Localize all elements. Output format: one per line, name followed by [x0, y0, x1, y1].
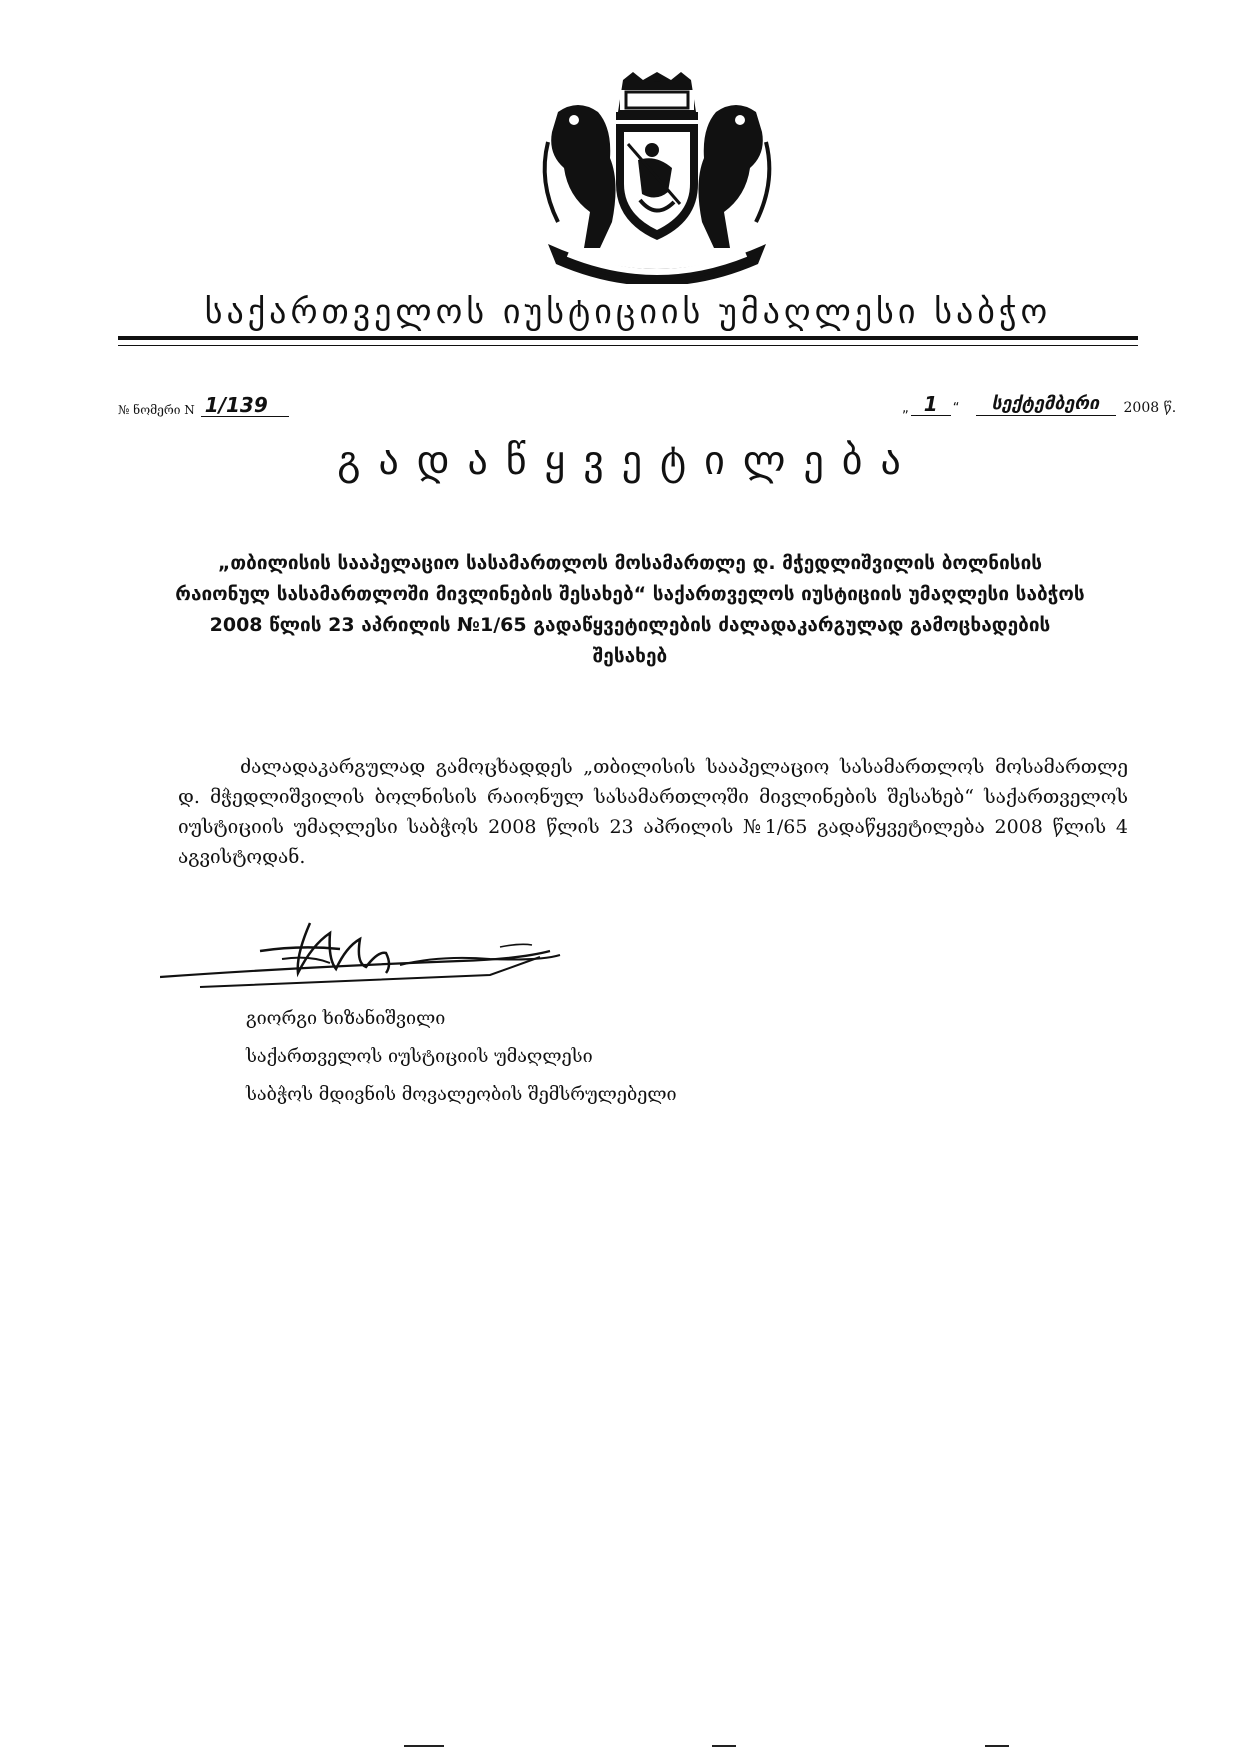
document-number [118, 394, 289, 417]
document-subject: „თბილისის სააპელაციო სასამართლოს მოსამართლე დ. მჭედლიშვილის ბოლნისის რაიონულ სასამართლოში მივლინების შესახებ“ საქართველოს იუსტიციის უმაღლესი საბჭოს 2008 წლის 23 აპრილის №1/65 გადაწყვეტილების ძალადაკარგულად გამოცხადების შესახებ [175, 552, 1085, 667]
document-date [900, 393, 1176, 416]
quote-close: “ [952, 401, 960, 416]
signer-position-line2: საბჭოს მდივნის მოვალეობის შემსრულებელი [246, 1084, 677, 1105]
scan-speck [712, 1745, 736, 1747]
document-body: ძალადაკარგულად გამოცხადდეს „თბილისის სააპელაციო სასამართლოს მოსამართლე დ. მჭედლიშვილის ბოლნისის რაიონულ სასამართლოში მივლინების შესახებ“ საქართველოს იუსტიციის უმაღლესი საბჭოს 2008 წლის 23 აპრილის №1/65 გადაწყვეტილება 2008 წლის 4 აგვისტოდან. [178, 756, 1128, 868]
header-divider-thick [118, 336, 1138, 340]
scan-speck [985, 1745, 1009, 1747]
date-month: სექტემბერი [976, 393, 1116, 416]
scan-speck [404, 1745, 444, 1747]
document-number-value: 1/139 [201, 394, 289, 417]
date-day: 1 [911, 393, 951, 416]
document-number-label: № ნომერი N [118, 403, 195, 417]
signer-name: გიორგი ხიზანიშვილი [246, 1008, 446, 1029]
document-title: გადაწყვეტილება [337, 438, 919, 484]
organization-title: საქართველოს იუსტიციის უმაღლესი საბჭო [204, 292, 1052, 332]
signer-position-line1: საქართველოს იუსტიციის უმაღლესი [246, 1046, 593, 1067]
signer-block [246, 1000, 677, 1114]
date-year: 2008 წ. [1123, 400, 1177, 416]
coat-of-arms-icon [528, 72, 786, 284]
header-divider-thin [118, 345, 1138, 346]
quote-open: „ [902, 401, 909, 416]
